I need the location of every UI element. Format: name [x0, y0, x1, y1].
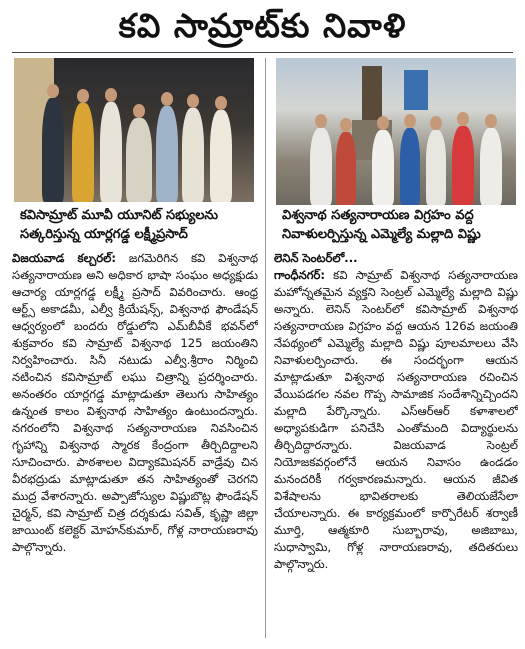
article-body-right	[274, 250, 518, 640]
person	[400, 128, 420, 205]
headline: కవి సామ్రాట్‌కు నివాళి	[118, 6, 407, 45]
caption-line: కవిసామ్రాట్ మూవీ యూనిట్ సభ్యులను	[20, 208, 219, 223]
photo-movie-unit-felicitation	[14, 58, 254, 202]
person	[210, 110, 232, 202]
head	[315, 114, 327, 128]
photo-caption-left	[20, 206, 260, 244]
article-body-left	[12, 250, 258, 640]
caption-line: సత్కరిస్తున్న యార్లగడ్డ లక్ష్మీప్రసాద్	[20, 227, 188, 242]
head	[377, 116, 389, 130]
photo-caption-right	[282, 206, 522, 244]
person	[372, 130, 394, 205]
person	[336, 132, 356, 205]
person	[480, 128, 502, 205]
head	[215, 96, 227, 110]
head	[47, 84, 59, 98]
head	[457, 112, 469, 126]
caption-line: విశ్వనాథ సత్యనారాయణ విగ్రహం వద్ద	[282, 208, 474, 223]
head	[105, 88, 117, 102]
person	[126, 118, 152, 202]
head	[77, 89, 89, 103]
dateline: గాంధీనగర్:	[274, 268, 326, 282]
person	[182, 108, 204, 202]
person	[42, 98, 64, 202]
person	[426, 130, 446, 205]
dateline: విజయవాడ కల్చరల్:	[12, 251, 117, 265]
head	[187, 94, 199, 108]
caption-line: నివాళులర్పిస్తున్న ఎమ్మెల్యే మల్లాది విష్ణు	[282, 227, 481, 242]
article-text: కవి సామ్రాట్ విశ్వనాథ సత్యనారాయణ మహోన్నతమైన వ్యక్తని సెంట్రల్ ఎమ్మెల్యే మల్లాది విష్ణు అన్నారు. లెనిన్ సెంటర్‌లో కవిసామ్రాట్ విశ్వనాథ సత్యనారాయణ విగ్రహం వద్ద ఆయన 126వ జయంతి నేపథ్యంలో ఎమ్మెల్యే మల్లాది విష్ణు పూలమాలలు వేసి నివాళులర్పించారు. ఈ సందర్భంగా ఆయన మాట్లాడుతూ విశ్వనాథ సత్యనారాయణ రచించిన వేయిపడగల నవల గొప్ప సామాజిక సందేశాన్నిచ్చిందని మల్లాది పేర్కొన్నారు. ఎస్ఆర్ఆర్ కళాశాలలో అధ్యాపకుడిగా పనిచేసి ఎంతోమంది విద్యార్థులను తీర్చిదిద్దారన్నారు. విజయవాడ సెంట్రల్ నియోజకవర్గంలోనే ఆయన నివాసం ఉండడం మనందరికీ గర్వకారణమన్నారు. ఆయన జీవిత విశేషాలను భావితరాలకు తెలియజేసేలా చేయాలన్నారు. ఈ కార్యక్రమంలో కార్పొరేటర్ శర్వాణీ మూర్తి, ఆత్మకూరి సుబ్బారావు, అజిబాబు, సుధాస్వామి, గోళ్ల నారాయణరావు, తదితరులు పాల్గొన్నారు.	[274, 268, 518, 571]
head	[430, 116, 442, 130]
column-divider	[265, 58, 266, 638]
headline-rule	[12, 52, 513, 53]
subhead: లెనిన్ సెంటర్‌లో...	[274, 251, 358, 265]
photo-statue-tribute	[276, 58, 516, 205]
person	[310, 128, 332, 205]
head	[485, 114, 497, 128]
head	[340, 118, 352, 132]
person	[156, 106, 178, 202]
head	[161, 92, 173, 106]
person	[452, 126, 474, 205]
signboard	[404, 70, 428, 110]
head	[133, 104, 145, 118]
person	[100, 102, 122, 202]
article-text: జగమెరిగిన కవి విశ్వనాథ సత్యనారాయణ అని అధికార భాషా సంఘం అధ్యక్షుడు ఆచార్య యార్లగడ్డ లక్ష్మీ ప్రసాద్ వివరించారు. ఆంధ్ర ఆర్ట్స్ అకాడమీ, ఎల్వీ క్రియేషన్స్, విశ్వనాథ ఫౌండేషన్ ఆధ్వర్యంలో బందరు రోడ్డులోని ఎమ్‌బీవీకే భవన్‌లో శుక్రవారం కవి సామ్రాట్ విశ్వనాథ 125 జయంతిని నిర్వహించారు. సినీ నటుడు ఎల్వీ.శ్రీరాం నిర్మించి నటించిన కవిసామ్రాట్ లఘు చిత్రాన్ని ప్రదర్శించారు. అనంతరం యార్లగడ్డ మాట్లాడుతూ తెలుగు సాహిత్యం ఉన్నంత కాలం విశ్వనాథ సాహిత్యం ఉంటుందన్నారు. నగరంలోని విశ్వనాథ సత్యనారాయణ నివసించిన గృహాన్ని విశ్వనాథ స్మారక కేంద్రంగా తీర్చిదిద్దాలని సూచించారు. పాఠశాలల విద్యాకమిషనర్ వాడ్రేవు చిన వీరభద్రుడు మాట్లాడుతూ తన సాహిత్యంతో చెరగని ముద్ర వేశారన్నారు. అప్పాజోస్యుల విష్ణుబొట్ల ఫౌండేషన్ చైర్మన్, కవి సామ్రాట్ చిత్ర దర్శకుడు సవిత్, కృష్ణా జిల్లా జాయింట్ కలెక్టర్ మోహన్‌కుమార్, గోళ్ల నారాయణరావు పాల్గొన్నారు.	[12, 251, 258, 554]
head	[404, 114, 416, 128]
person	[72, 103, 94, 202]
